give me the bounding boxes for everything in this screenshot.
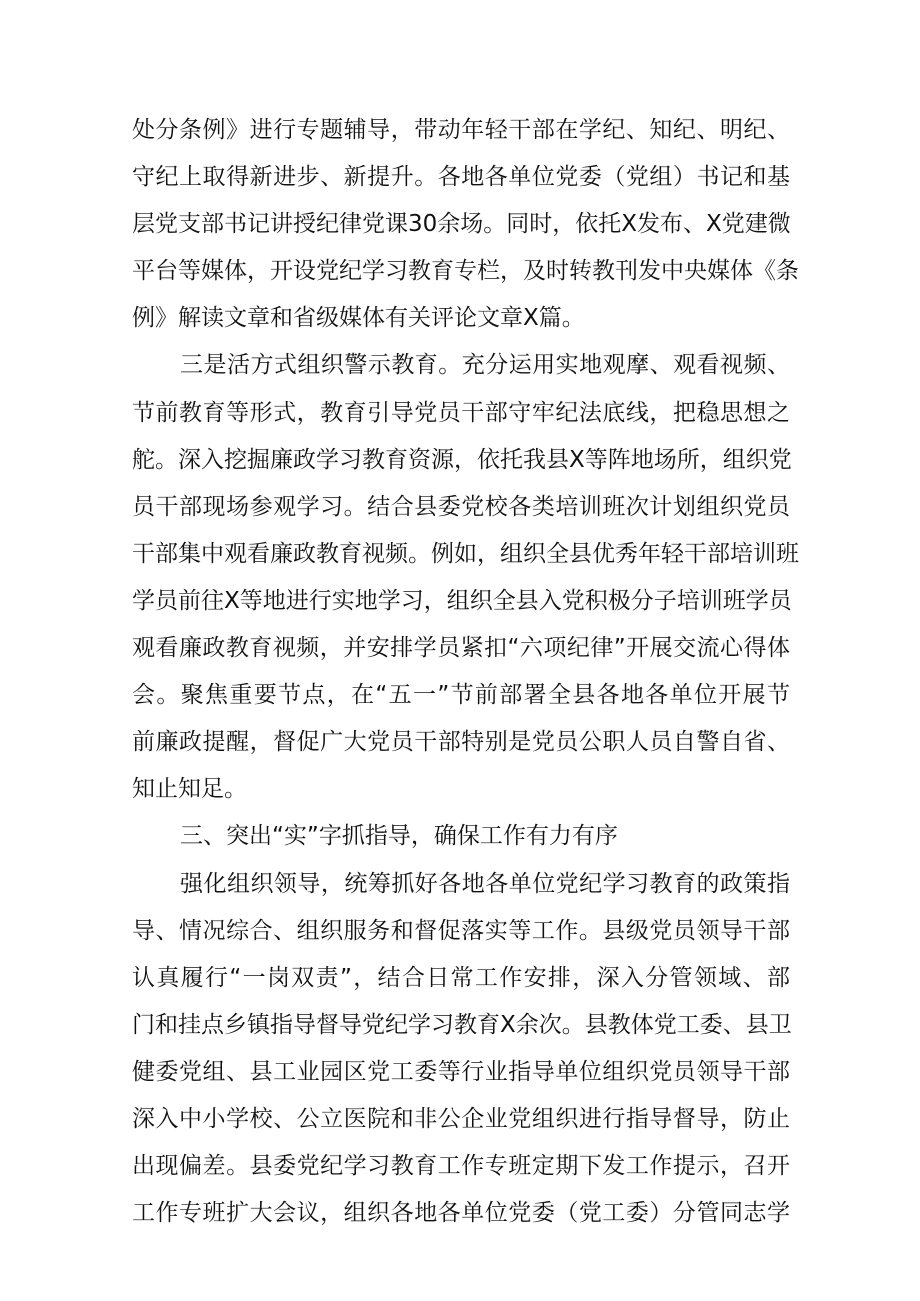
section-heading — [132, 813, 790, 860]
heading-text: 三、突出“实”字抓指导，确保工作有力有序 — [180, 823, 618, 850]
paragraph-continued — [132, 107, 799, 342]
text-line: 出现偏差。县委党纪学习教育工作专班定期下发工作提示，召开 — [132, 1153, 790, 1180]
paragraph-warning-education — [132, 342, 799, 813]
text-line: 三是活方式组织警示教育。充分运用实地观摩、观看视频、 — [180, 352, 790, 379]
text-line: 深入中小学校、公立医院和非公企业党组织进行指导督导，防止 — [132, 1105, 790, 1132]
text-line: 层党支部书记讲授纪律党课30余场。同时，依托X发布、X党建微 — [132, 211, 791, 238]
document-body — [132, 107, 799, 1237]
text-line: 观看廉政教育视频，并安排学员紧扣“六项纪律”开展交流心得体 — [132, 635, 790, 662]
text-line: 平台等媒体，开设党纪学习教育专栏，及时转教刊发中央媒体《条 — [132, 258, 799, 285]
text-line: 导、情况综合、组织服务和督促落实等工作。县级党员领导干部 — [132, 917, 790, 944]
text-line: 处分条例》进行专题辅导，带动年轻干部在学纪、知纪、明纪、 — [132, 117, 790, 143]
text-line: 学员前往X等地进行实地学习，组织全县入党积极分子培训班学员 — [132, 587, 792, 614]
text-line: 知止知足。 — [132, 776, 247, 803]
text-line: 工作专班扩大会议，组织各地各单位党委（党工委）分管同志学 — [132, 1200, 790, 1227]
text-line: 干部集中观看廉政教育视频。例如，组织全县优秀年轻干部培训班 — [132, 540, 799, 567]
text-line: 前廉政提醒，督促广大党员干部特别是党员公职人员自警自省、 — [132, 729, 790, 756]
text-line: 守纪上取得新进步、新提升。各地各单位党委（党组）书记和基 — [132, 164, 790, 191]
text-line: 健委党组、县工业园区党工委等行业指导单位组织党员领导干部 — [132, 1058, 790, 1085]
text-line: 舵。深入挖掘廉政学习教育资源，依托我县X等阵地场所，组织党 — [132, 446, 792, 473]
text-line: 门和挂点乡镇指导督导党纪学习教育X余次。县教体党工委、县卫 — [132, 1011, 792, 1038]
text-line: 强化组织领导，统筹抓好各地各单位党纪学习教育的政策指 — [180, 870, 790, 897]
text-line: 员干部现场参观学习。结合县委党校各类培训班次计划组织党员 — [132, 493, 790, 520]
text-line: 节前教育等形式，教育引导党员干部守牢纪法底线，把稳思想之 — [132, 399, 790, 426]
paragraph-guidance — [132, 861, 790, 1238]
text-line: 认真履行“一岗双责”，结合日常工作安排，深入分管领域、部 — [132, 964, 790, 991]
text-line: 会。聚焦重要节点，在“五一”节前部署全县各地各单位开展节 — [132, 682, 790, 709]
text-line: 例》解读文章和省级媒体有关评论文章X篇。 — [132, 305, 585, 332]
